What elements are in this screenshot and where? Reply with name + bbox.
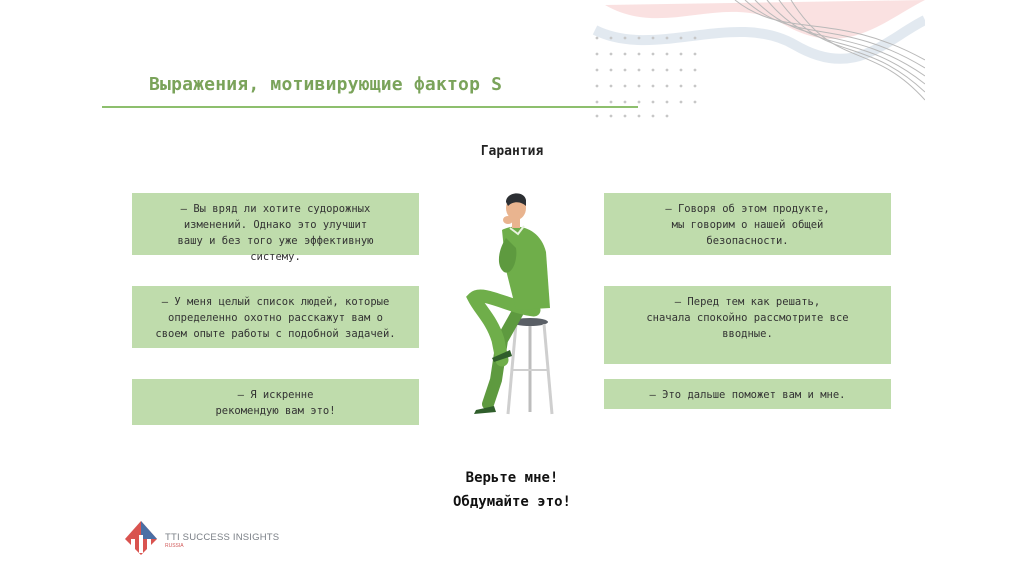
phrase-box-left-2 [132, 286, 419, 348]
title-underline [102, 106, 638, 108]
phrase-box-left-3 [132, 379, 419, 425]
decorative-wave-pattern [585, 0, 925, 120]
logo-text: TTI SUCCESS INSIGHTS [165, 532, 280, 543]
tti-logo-icon [123, 519, 159, 557]
phrase-box-left-1 [132, 193, 419, 263]
closing-line-1: Верьте мне! [465, 470, 559, 486]
phrase-text: — Говоря об этом продукте, мы говорим о нашей общей безопасности. [665, 203, 830, 247]
phrase-box-right-1 [604, 193, 891, 255]
thinking-man-illustration [462, 190, 562, 418]
closing-line-2: Обдумайте это! [452, 494, 571, 510]
slide-title: Выражения, мотивирующие фактор S [149, 74, 503, 95]
phrase-text: — У меня целый список людей, которые определенно охотно расскажут вам о своем опыте работы с подобной задачей. [155, 296, 396, 340]
phrase-text: — Вы вряд ли хотите судорожных изменений. Однако это улучшит вашу и без того уже эффективную систему. [177, 203, 374, 263]
phrase-box-right-3 [604, 379, 891, 409]
phrase-text: — Это дальше поможет вам и мне. [649, 389, 846, 401]
logo-subtext: RUSSIA [165, 543, 184, 549]
section-subtitle: Гарантия [480, 144, 544, 159]
phrase-box-right-2 [604, 286, 891, 364]
phrase-text: — Перед тем как решать, сначала спокойно рассмотрите все вводные. [646, 296, 849, 340]
phrase-text: — Я искренне рекомендую вам это! [215, 389, 336, 417]
